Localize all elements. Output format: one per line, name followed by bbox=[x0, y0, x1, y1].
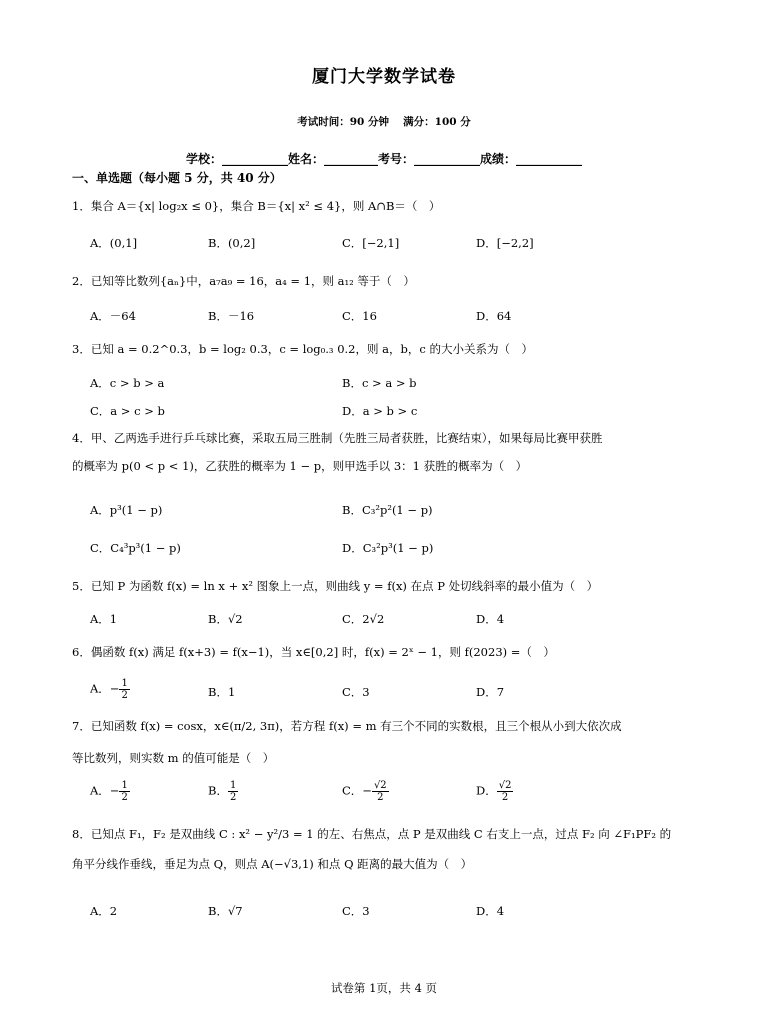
fraction bbox=[372, 780, 389, 803]
option-c: C．[−2,1] bbox=[342, 236, 400, 250]
question-4-line1: 4．甲、乙两选手进行乒乓球比赛，采取五局三胜制（先胜三局者获胜，比赛结束），如果每局比赛甲获胜 bbox=[72, 431, 603, 445]
option-c: C．C₄³p³(1 − p) bbox=[90, 541, 181, 555]
option-c: C．2√2 bbox=[342, 612, 385, 626]
option-d: D．a > b > c bbox=[342, 404, 418, 418]
question-7 bbox=[72, 718, 700, 766]
question-1-options bbox=[90, 235, 690, 255]
option-c: C．3 bbox=[342, 685, 370, 699]
question-8-line2: 角平分线作垂线，垂足为点 Q，则点 A(−√3,1) 和点 Q 距离的最大值为（ ） bbox=[72, 857, 473, 871]
question-1: 1．集合 A＝{x| log₂x ≤ 0}，集合 B＝{x| x² ≤ 4}，则 A∩B＝（ ） bbox=[72, 199, 441, 213]
question-3-options-row2 bbox=[90, 403, 690, 423]
question-4-line2: 的概率为 p(0 < p < 1)，乙获胜的概率为 1 − p，则甲选手以 3：1 获胜的概率为（ ） bbox=[72, 459, 528, 473]
fraction-denominator: 2 bbox=[377, 792, 384, 803]
option-a: A．(0,1] bbox=[90, 236, 138, 250]
option-a: A．c > b > a bbox=[90, 376, 165, 390]
question-3: 3．已知 a = 0.2^0.3，b = log₂ 0.3，c = log₀.₃ 0.2，则 a，b，c 的大小关系为（ ） bbox=[72, 342, 533, 356]
question-8 bbox=[72, 826, 700, 872]
question-3-options-row1 bbox=[90, 375, 690, 395]
fraction-denominator: 2 bbox=[501, 792, 509, 803]
option-b: B．√2 bbox=[208, 612, 243, 626]
fraction bbox=[228, 780, 238, 803]
option-d: D．4 bbox=[476, 612, 505, 626]
fraction bbox=[497, 780, 514, 803]
option-a-prefix: A．− bbox=[90, 783, 120, 798]
option-b: B．1 bbox=[208, 685, 236, 699]
question-6-options bbox=[90, 678, 690, 706]
option-d: D．[−2,2] bbox=[476, 236, 534, 250]
option-c: C．a > c > b bbox=[90, 404, 165, 418]
fraction-numerator: 1 bbox=[229, 780, 237, 791]
fraction-numerator: 1 bbox=[121, 780, 128, 791]
option-b-prefix: B． bbox=[208, 783, 228, 798]
option-a: A．1 bbox=[90, 612, 118, 626]
question-6: 6．偶函数 f(x) 满足 f(x+3) = f(x−1)，当 x∈[0,2] 时，f(x) = 2ˣ − 1，则 f(2023) =（ ） bbox=[72, 645, 555, 659]
question-7-options bbox=[90, 780, 690, 810]
option-d: D．C₃²p³(1 − p) bbox=[342, 541, 434, 555]
option-a bbox=[90, 780, 130, 803]
option-c-prefix: C．− bbox=[342, 783, 372, 798]
option-d: D．7 bbox=[476, 685, 505, 699]
option-a: A．2 bbox=[90, 904, 118, 918]
option-c bbox=[342, 780, 389, 803]
fraction-numerator: √2 bbox=[498, 780, 512, 791]
fraction-numerator: √2 bbox=[373, 780, 387, 791]
option-a bbox=[90, 678, 130, 701]
fraction-denominator: 2 bbox=[229, 792, 237, 803]
question-4 bbox=[72, 430, 700, 474]
fraction bbox=[119, 678, 129, 701]
exam-title: 厦门大学数学试卷 bbox=[312, 67, 456, 87]
question-7-line1: 7．已知函数 f(x) = cosx，x∈(π/2, 3π)，若方程 f(x) = m 有三个不同的实数根，且三个根从小到大依次成 bbox=[72, 719, 622, 733]
option-a: A．－64 bbox=[90, 309, 136, 323]
question-8-line1: 8．已知点 F₁，F₂ 是双曲线 C : x² − y²/3 = 1 的左、右焦点，点 P 是双曲线 C 右支上一点，过点 F₂ 向 ∠F₁PF₂ 的 bbox=[72, 827, 672, 841]
option-b: B．C₃²p²(1 − p) bbox=[342, 503, 433, 517]
option-b: B．－16 bbox=[208, 309, 255, 323]
fraction-denominator: 2 bbox=[121, 690, 128, 701]
page-footer: 试卷第 1页，共 4 页 bbox=[330, 981, 438, 995]
fraction-denominator: 2 bbox=[121, 792, 128, 803]
question-4-options-row2 bbox=[90, 540, 690, 560]
option-b: B．c > a > b bbox=[342, 376, 417, 390]
option-b: B．√7 bbox=[208, 904, 243, 918]
option-d-prefix: D． bbox=[476, 783, 497, 798]
exam-time-and-score: 考试时间：90 分钟 满分：100 分 bbox=[297, 116, 471, 128]
student-info-line: 学校：___________姓名：_________考号：___________成绩：___________ bbox=[185, 152, 582, 166]
question-2: 2．已知等比数列{aₙ}中，a₇a₉ = 16，a₄ = 1，则 a₁₂ 等于（ ） bbox=[72, 274, 415, 288]
option-c: C．16 bbox=[342, 309, 377, 323]
question-5-options bbox=[90, 611, 690, 631]
fraction-numerator: 1 bbox=[121, 678, 128, 689]
section-heading: 一、单选题（每小题 5 分，共 40 分） bbox=[72, 171, 282, 185]
question-5: 5．已知 P 为函数 f(x) = ln x + x² 图象上一点，则曲线 y = f(x) 在点 P 处切线斜率的最小值为（ ） bbox=[72, 579, 599, 593]
question-2-options bbox=[90, 308, 690, 328]
option-a: A．p³(1 − p) bbox=[90, 503, 163, 517]
question-8-options bbox=[90, 903, 690, 923]
option-c: C．3 bbox=[342, 904, 370, 918]
question-7-line2: 等比数列，则实数 m 的值可能是（ ） bbox=[72, 751, 275, 765]
option-d bbox=[476, 780, 513, 803]
option-a-prefix: A．− bbox=[90, 681, 120, 696]
option-b: B．(0,2] bbox=[208, 236, 256, 250]
question-4-options-row1 bbox=[90, 502, 690, 522]
option-b bbox=[208, 780, 238, 803]
fraction bbox=[119, 780, 129, 803]
option-d: D．64 bbox=[476, 309, 512, 323]
option-d: D．4 bbox=[476, 904, 505, 918]
